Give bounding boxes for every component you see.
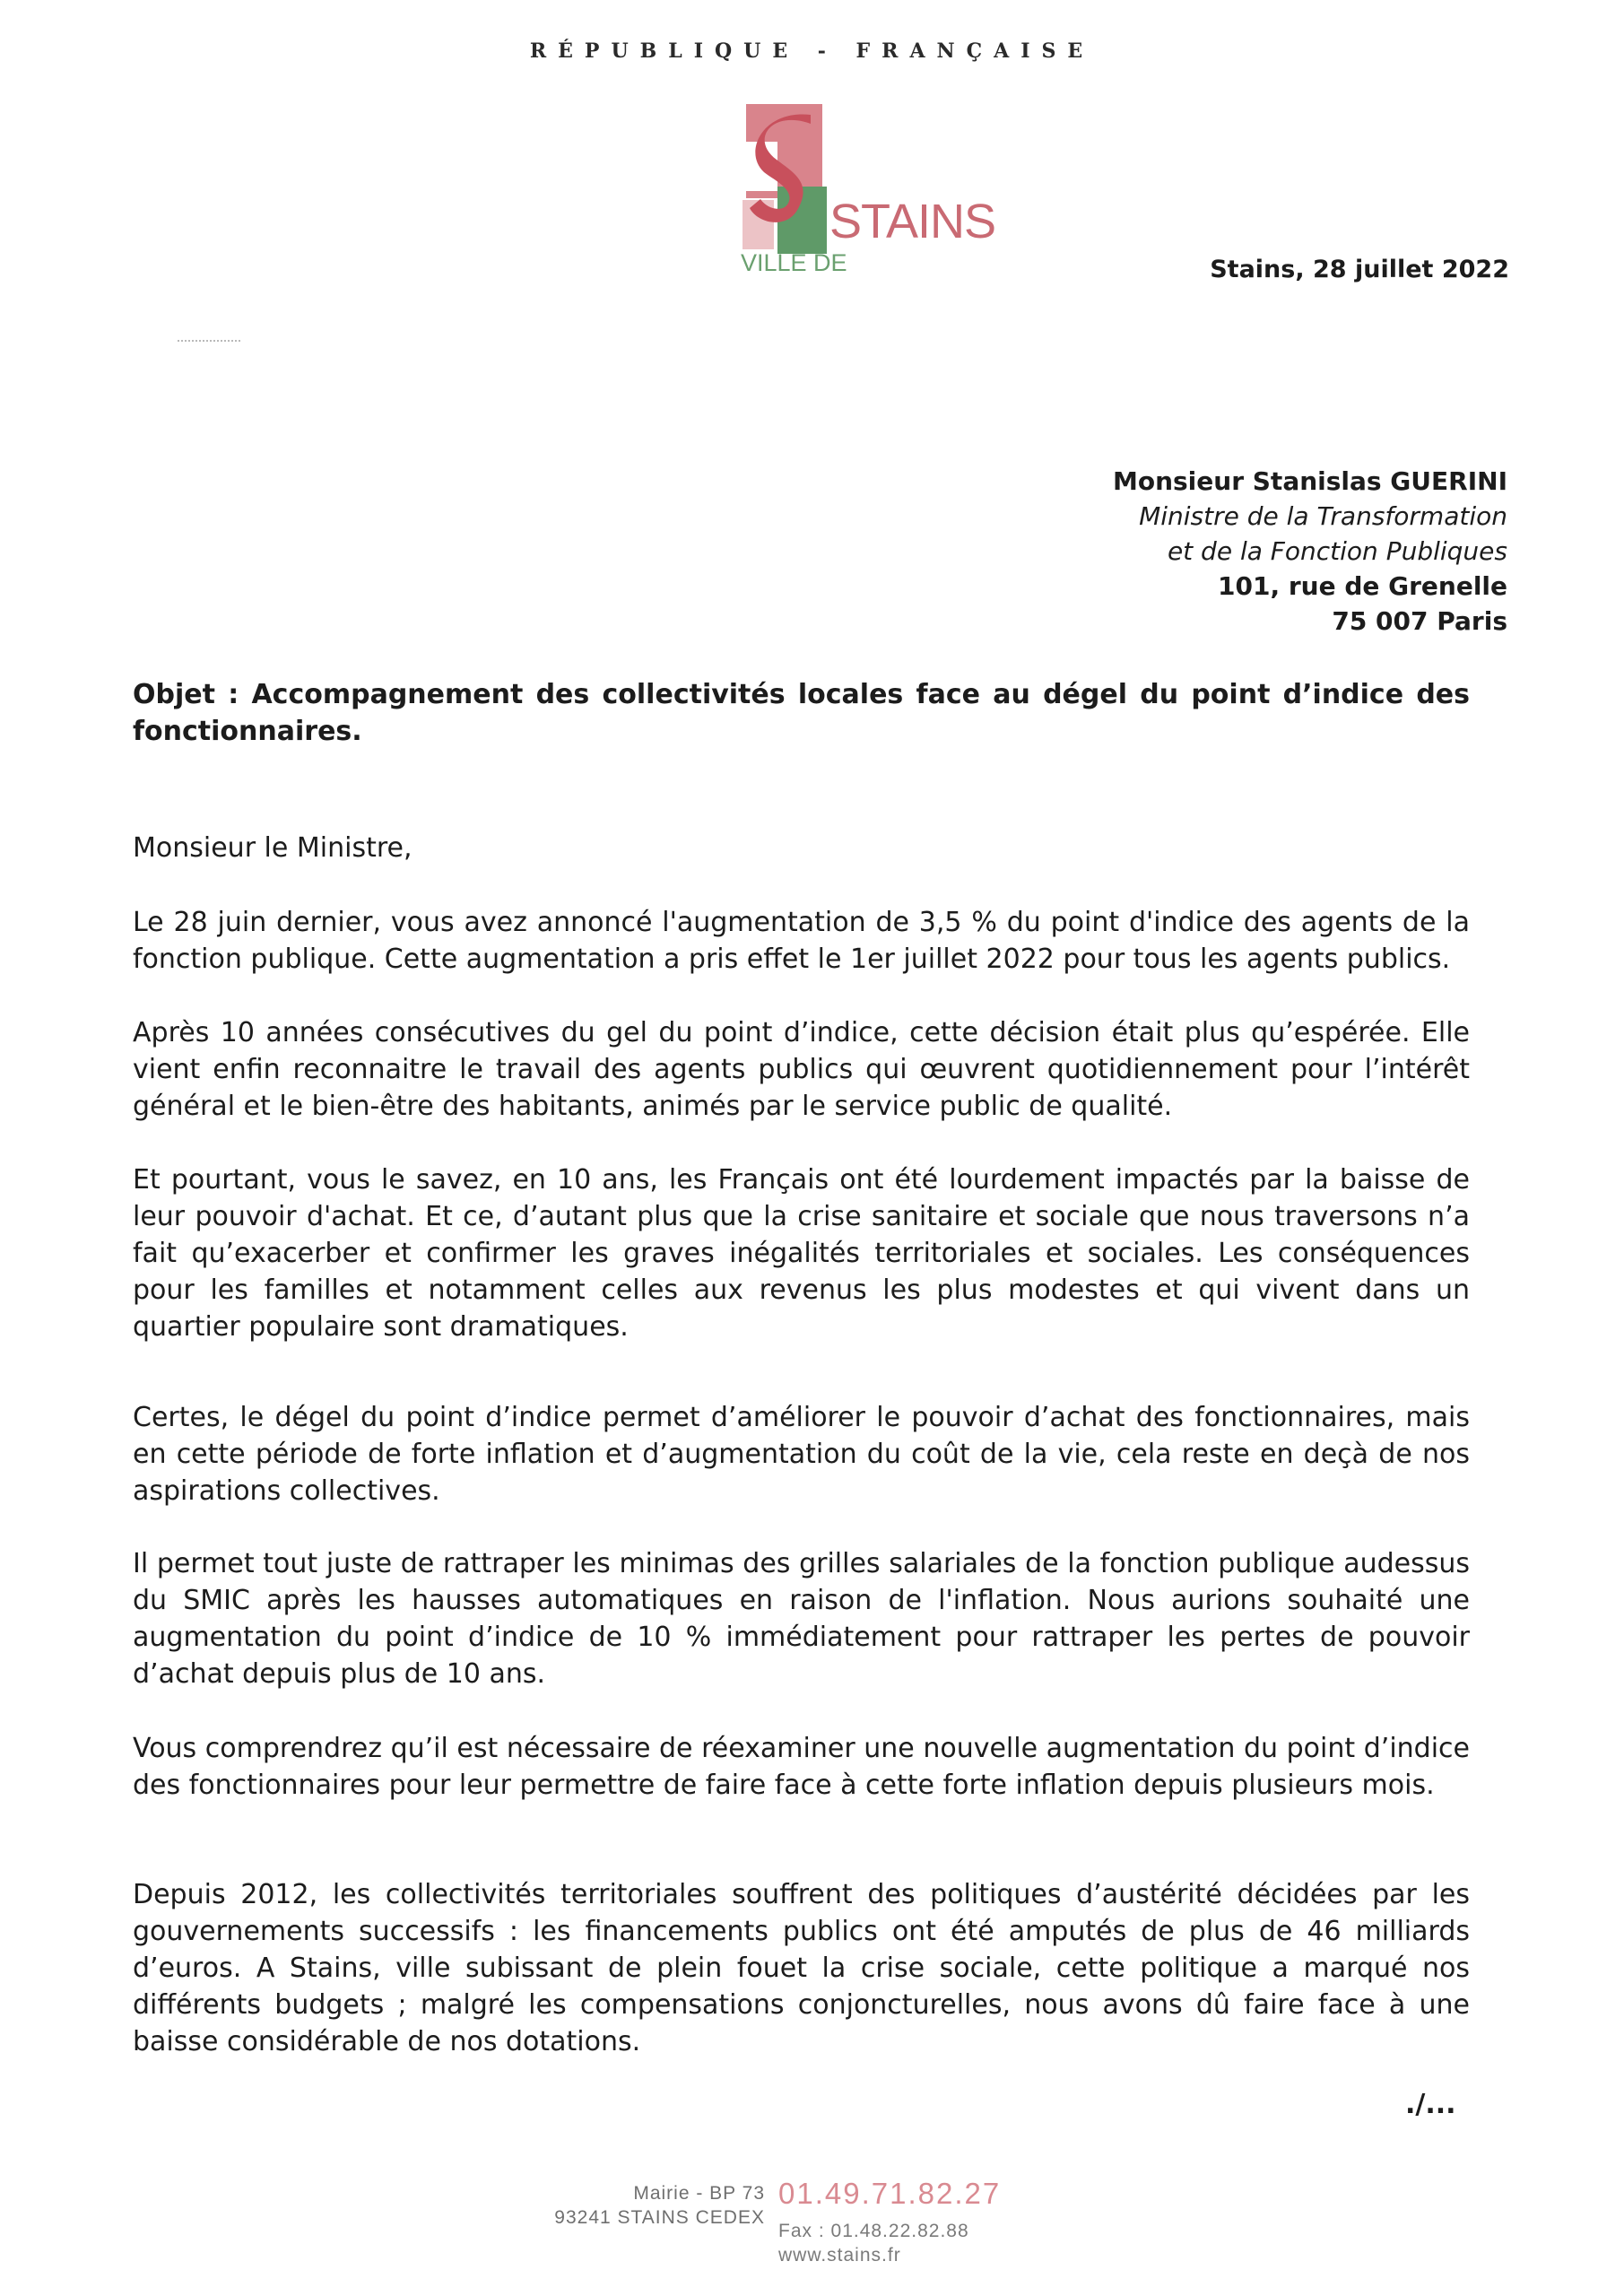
footer-phone: 01.49.71.82.27: [778, 2177, 1002, 2210]
logo-ville-de: VILLE DE: [741, 249, 847, 276]
body-paragraph-1: Le 28 juin dernier, vous avez annoncé l'augmentation de 3,5 % du point d'indice des agents de la fonction publique. Cette augmentation a pris effet le 1er juillet 2022 pour tous les agents publics.: [133, 907, 1470, 975]
footer-website[interactable]: www.stains.fr: [778, 2245, 901, 2266]
letter-subject: Objet : Accompagnement des collectivités locales face au dégel du point d’indice des fonctionnaires.: [133, 679, 1470, 747]
recipient-block: [1113, 464, 1507, 639]
body-paragraph-6: Vous comprendrez qu’il est nécessaire de réexaminer une nouvelle augmentation du point d’indice des fonctionnaires pour leur permettre de faire face à cette forte inflation depuis plusieurs mois.: [133, 1733, 1470, 1801]
recipient-title-line1: Ministre de la Transformation: [1139, 501, 1507, 531]
recipient-title-line2: et de la Fonction Publiques: [1167, 536, 1507, 566]
body-paragraph-2: Après 10 années consécutives du gel du point d’indice, cette décision était plus qu’espérée. Elle vient enfin reconnaitre le travail des agents publics qui œuvrent quotidiennement pour l’intérêt général et le bien-être des habitants, animés par le service public de qualité.: [133, 1017, 1470, 1122]
recipient-city: 75 007 Paris: [1332, 606, 1507, 636]
logo-city-name: STAINS: [829, 195, 996, 248]
recipient-name: Monsieur Stanislas GUERINI: [1112, 466, 1507, 496]
scan-speck: [178, 340, 240, 342]
body-paragraph-4: Certes, le dégel du point d’indice permet d’améliorer le pouvoir d’achat des fonctionnaires, mais en cette période de forte inflation et d’augmentation du coût de la vie, cela reste en deçà de nos aspirations collectives.: [133, 1402, 1470, 1507]
letter-salutation: Monsieur le Ministre,: [133, 832, 413, 864]
footer-contact: [778, 2219, 969, 2267]
body-paragraph-5: Il permet tout juste de rattraper les minimas des grilles salariales de la fonction publique audessus du SMIC après les hausses automatiques en raison de l'inflation. Nous aurions souhaité une augmentation du point d’indice de 10 % immédiatement pour rattraper les pertes de pouvoir d’achat depuis plus de 10 ans.: [133, 1548, 1470, 1690]
footer-address-line1: Mairie - BP 73: [633, 2183, 765, 2204]
body-paragraph-3: Et pourtant, vous le savez, en 10 ans, les Français ont été lourdement impactés par la baisse de leur pouvoir d'achat. Et ce, d’autant plus que la crise sanitaire et sociale que nous traversons n’a fait qu’exacerber et confirmer les graves inégalités territoriales et sociales. Les conséquences pour les familles et notamment celles aux revenus les plus modestes et qui vivent dans un quartier populaire sont dramatiques.: [133, 1164, 1470, 1343]
continuation-mark: ./...: [1405, 2089, 1456, 2120]
body-paragraph-7: Depuis 2012, les collectivités territoriales souffrent des politiques d’austérité décidées par les gouvernements successifs : les financements publics ont été amputés de plus de 46 milliards d’euros. A Stains, ville subissant de plein fouet la crise sociale, cette politique a marqué nos différents budgets ; malgré les compensations conjoncturelles, nous avons dû faire face à une baisse considérable de nos dotations.: [133, 1879, 1470, 2057]
ville-de-stains-logo: [737, 97, 996, 276]
letter-date: Stains, 28 juillet 2022: [1210, 256, 1509, 283]
footer-address: [502, 2181, 765, 2230]
republique-francaise-header: RÉPUBLIQUE - FRANÇAISE: [529, 39, 1095, 63]
recipient-street: 101, rue de Grenelle: [1218, 571, 1507, 601]
footer-address-line2: 93241 STAINS CEDEX: [554, 2207, 765, 2228]
footer-fax: Fax : 01.48.22.82.88: [778, 2221, 969, 2241]
